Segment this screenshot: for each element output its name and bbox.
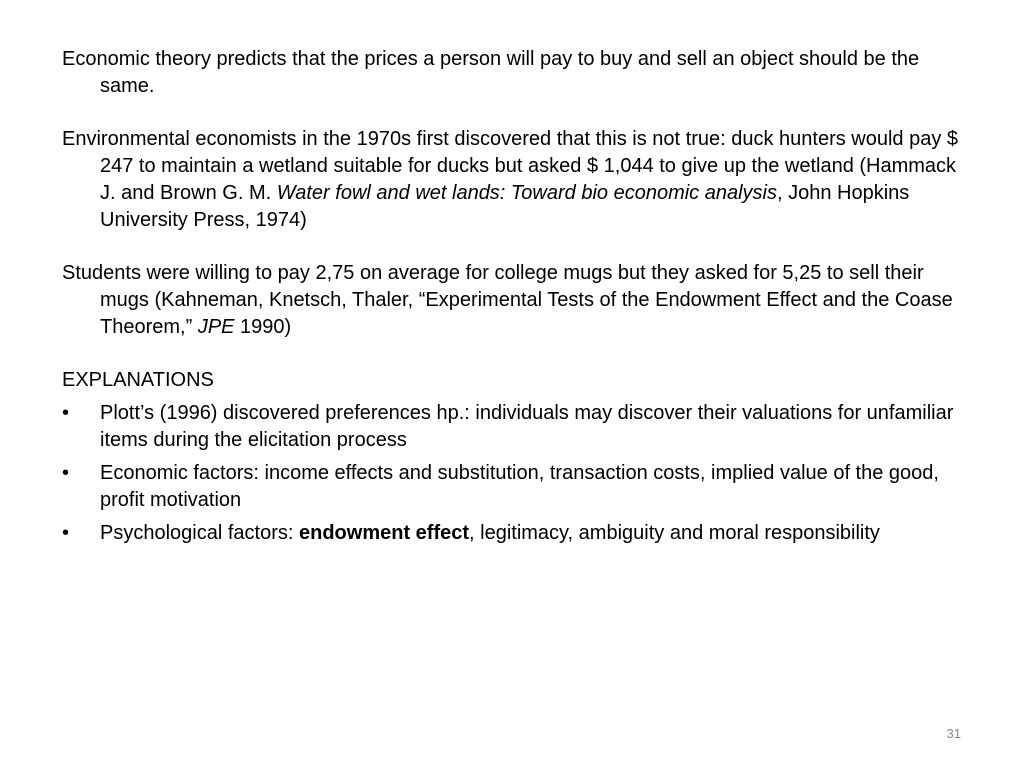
- slide-body: [62, 46, 962, 553]
- explanation-item-psychological-factors: [62, 520, 962, 547]
- explanation-item-plott: [62, 400, 962, 454]
- paragraph-duck-hunters-citation: , John Hopkins University Press, 1974): [100, 182, 910, 231]
- bullet-icon: •: [62, 522, 70, 544]
- psychological-factors-rest: , legitimacy, ambiguity and moral responsibility: [469, 522, 880, 544]
- paragraph-duck-hunters: [62, 126, 962, 234]
- explanations-heading: EXPLANATIONS: [62, 369, 214, 391]
- explanation-item-economic-factors-text: Economic factors: income effects and substitution, transaction costs, implied value of the good, profit motivation: [100, 462, 939, 511]
- paragraph-college-mugs: [62, 260, 962, 341]
- explanation-item-economic-factors: [62, 460, 962, 514]
- paragraph-economic-theory: [62, 46, 962, 100]
- paragraph-college-mugs-year: 1990): [234, 316, 292, 338]
- paragraph-economic-theory-text: Economic theory predicts that the prices a person will pay to buy and sell an object should be the same.: [62, 48, 920, 97]
- journal-name: JPE: [197, 316, 235, 338]
- explanation-item-psychological-factors-text: [100, 522, 880, 544]
- paragraph-duck-hunters-text: Environmental economists in the 1970s first discovered that this is not true: duck hunters would pay $ 247 to maintain a wetland suitable for ducks but asked $ 1,044 to give up the wetland (Hammack J. and Brown G. M.: [62, 128, 959, 204]
- explanation-item-plott-text: Plott’s (1996) discovered preferences hp.: individuals may discover their valuations for unfamiliar items during the elicitation process: [100, 402, 954, 451]
- paragraph-college-mugs-text: Students were willing to pay 2,75 on average for college mugs but they asked for 5,25 to sell their mugs (Kahneman, Knetsch, Thaler, “Experimental Tests of the Endowment Effect and the Coase Theorem,”: [62, 262, 953, 338]
- psychological-factors-label: Psychological factors:: [100, 522, 299, 544]
- bullet-icon: •: [62, 462, 70, 484]
- book-title: Water fowl and wet lands: Toward bio economic analysis: [276, 182, 777, 204]
- page-number: 31: [946, 726, 961, 741]
- endowment-effect-term: endowment effect: [298, 522, 470, 544]
- bullet-icon: •: [62, 402, 70, 424]
- explanations-list: [62, 400, 962, 547]
